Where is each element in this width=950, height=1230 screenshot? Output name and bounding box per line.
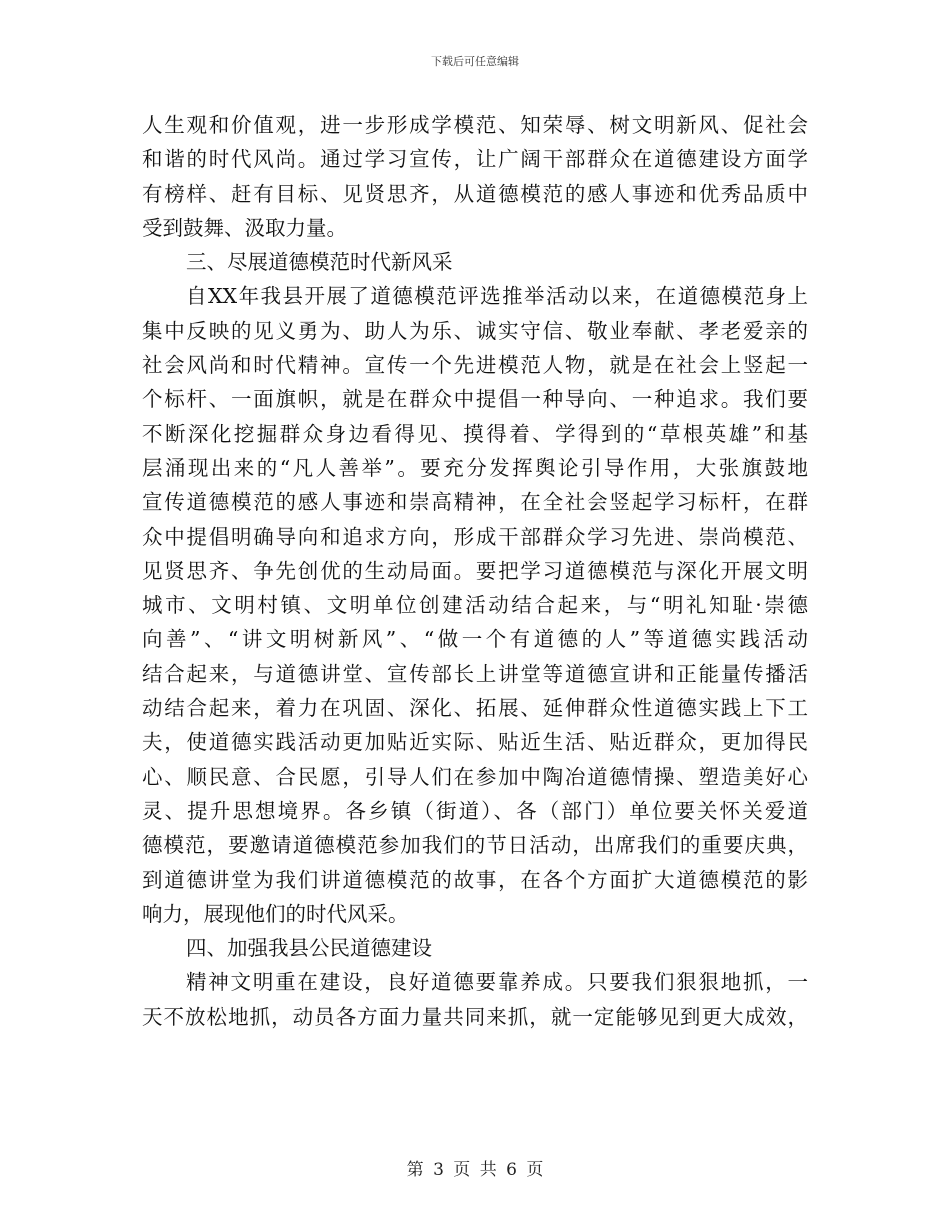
text-line: 心、顺民意、合民愿，引导人们在参加中陶冶道德情操、塑造美好心 [142,764,808,789]
text-line: 结合起来，与道德讲堂、宣传部长上讲堂等道德宣讲和正能量传播活 [142,661,808,686]
page-footer: 第 3 页 共 6 页 [406,1160,544,1180]
text-line: 集中反映的见义勇为、助人为乐、诚实守信、敬业奉献、孝老爱亲的 [142,318,808,343]
text-line: 社会风尚和时代精神。宣传一个先进模范人物，就是在社会上竖起一 [142,353,808,378]
text-line: 德模范，要邀请道德模范参加我们的节日活动，出席我们的重要庆典， [142,833,808,858]
text-line: 层涌现出来的“凡人善举”。要充分发挥舆论引导作用，大张旗鼓地 [142,455,808,480]
text-line: 众中提倡明确导向和追求方向，形成干部群众学习先进、崇尚模范、 [142,524,808,549]
text-line: 响力，展现他们的时代风采。 [142,901,409,926]
text-line: 四、加强我县公民道德建设 [186,936,432,961]
text-line: 自XX年我县开展了道德模范评选推举活动以来，在道德模范身上 [186,284,808,309]
text-line: 个标杆、一面旗帜，就是在群众中提倡一种导向、一种追求。我们要 [142,387,808,412]
text-line: 三、尽展道德模范时代新风采 [186,250,453,275]
text-line: 受到鼓舞、汲取力量。 [142,215,347,240]
text-line: 天不放松地抓，动员各方面力量共同来抓，就一定能够见到更大成效， [142,1004,808,1029]
document-body [142,108,808,1034]
text-line: 有榜样、赶有目标、见贤思齐，从道德模范的感人事迹和优秀品质中 [142,181,808,206]
text-line: 和谐的时代风尚。通过学习宣传，让广阔干部群众在道德建设方面学 [142,147,808,172]
text-line: 精神文明重在建设，良好道德要靠养成。只要我们狠狠地抓，一 [186,970,808,995]
text-line: 城市、文明村镇、文明单位创建活动结合起来，与“明礼知耻·崇德 [142,593,808,618]
text-line: 夫，使道德实践活动更加贴近实际、贴近生活、贴近群众，更加得民 [142,730,808,755]
text-line: 灵、提升思想境界。各乡镇（街道）、各（部门）单位要关怀关爱道 [142,798,808,823]
page-header: 下载后可任意编辑 [431,55,519,68]
text-line: 人生观和价值观，进一步形成学模范、知荣辱、树文明新风、促社会 [142,113,808,137]
text-line: 见贤思齐、争先创优的生动局面。要把学习道德模范与深化开展文明 [142,558,808,583]
text-line: 动结合起来，着力在巩固、深化、拓展、延伸群众性道德实践上下工 [142,696,808,721]
text-line: 向善”、“讲文明树新风”、“做一个有道德的人”等道德实践活动 [142,627,808,652]
text-line: 不断深化挖掘群众身边看得见、摸得着、学得到的“草根英雄”和基 [142,421,808,446]
text-line: 宣传道德模范的感人事迹和崇高精神，在全社会竖起学习标杆，在群 [142,490,808,515]
text-line: 到道德讲堂为我们讲道德模范的故事，在各个方面扩大道德模范的影 [142,867,808,892]
